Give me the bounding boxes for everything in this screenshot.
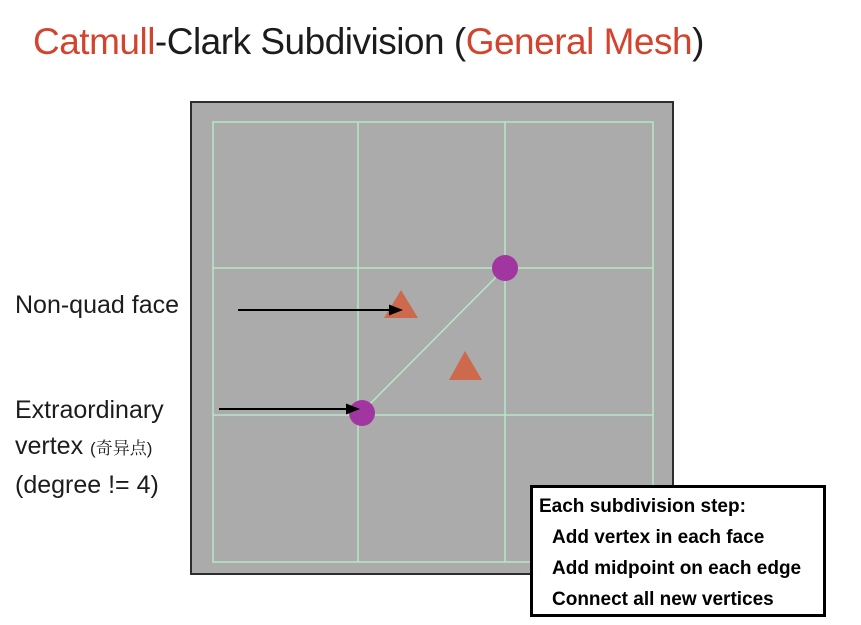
extraordinary-vertex-label-line3: (degree != 4) <box>15 471 159 499</box>
triangle-face-marker-icon <box>449 351 482 380</box>
mesh-diagonal-edge <box>361 268 505 413</box>
extraordinary-vertex-marker-icon <box>349 400 375 426</box>
non-quad-face-markers <box>384 290 482 380</box>
extraordinary-vertex-label <box>15 392 164 503</box>
title-segment-clark-subdivision: -Clark Subdivision ( <box>154 21 466 62</box>
extraordinary-vertex-label-cjk: (奇异点) <box>90 439 153 458</box>
subdivision-step-item: Add midpoint on each edge <box>552 558 802 579</box>
title-segment-close-paren: ) <box>692 21 704 62</box>
extraordinary-vertex-label-line2-main: vertex <box>15 432 91 460</box>
subdivision-step-item: Connect all new vertices <box>552 589 774 610</box>
extraordinary-vertex-label-line1: Extraordinary <box>15 396 164 424</box>
extraordinary-vertex-marker-icon <box>492 255 518 281</box>
title-segment-catmull: Catmull <box>33 21 155 62</box>
non-quad-face-label: Non-quad face <box>15 291 180 319</box>
subdivision-steps-box <box>530 485 826 617</box>
subdivision-step-item: Add vertex in each face <box>552 527 765 548</box>
title-segment-general-mesh: General Mesh <box>465 21 693 62</box>
extraordinary-vertex-label-line2 <box>15 428 164 467</box>
subdivision-steps-title: Each subdivision step: <box>539 496 746 517</box>
